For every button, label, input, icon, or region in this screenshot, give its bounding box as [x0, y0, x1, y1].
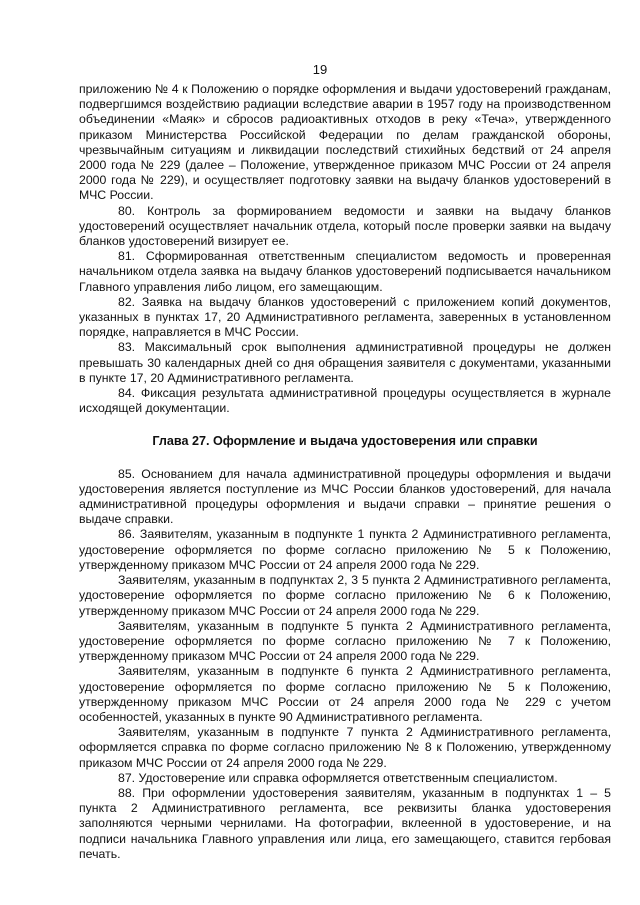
paragraph-83: 83. Максимальный срок выполнения административной процедуры не должен превышать 30 календарных дней со дня обращения заявителя с документами, указанными в пункте 17, 20 Административного регламента.: [79, 340, 611, 385]
paragraph-81: 81. Сформированная ответственным специалистом ведомость и проверенная начальником отдела заявка на выдачу бланков удостоверений подписывается начальником Главного управления либо лицом, его замещающим.: [79, 249, 611, 294]
paragraph-85: 85. Основанием для начала административной процедуры оформления и выдачи удостоверения является поступление из МЧС России бланков удостоверений, для начала административной процедуры оформления и выдачи справки – принятие решения о выдаче справки.: [79, 466, 611, 527]
document-body: [79, 82, 611, 862]
paragraph-86-part-2: Заявителям, указанным в подпунктах 2, 3 5 пункта 2 Административного регламента, удостоверение оформляется по форме согласно приложению № 6 к Положению, утвержденному приказом МЧС России от 24 апреля 2000 года № 229.: [79, 573, 611, 618]
paragraph-88: 88. При оформлении удостоверения заявителям, указанным в подпунктах 1 – 5 пункта 2 Административного регламента, все реквизиты бланка удостоверения заполняются черными чернилами. На фотографии, вклеенной в удостоверение, и на подписи начальника Главного управления или лица, его замещающего, ставится гербовая печать.: [79, 785, 611, 861]
paragraph-86-part-4: Заявителям, указанным в подпункте 6 пункта 2 Административного регламента, удостоверение оформляется по форме согласно приложению № 5 к Положению, утвержденному приказом МЧС России от 24 апреля 2000 года № 229 с учетом особенностей, указанных в пункте 90 Административного регламента.: [79, 664, 611, 724]
paragraph-86: 86. Заявителям, указанным в подпункте 1 пункта 2 Административного регламента, удостоверение оформляется по форме согласно приложению № 5 к Положению, утвержденному приказом МЧС России от 24 апреля 2000 года № 229.: [79, 527, 611, 572]
chapter-heading: Глава 27. Оформление и выдача удостоверения или справки: [152, 434, 538, 449]
paragraph-84: 84. Фиксация результата административной процедуры осуществляется в журнале исходящей документации.: [79, 386, 611, 416]
paragraph-87: 87. Удостоверение или справка оформляется ответственным специалистом.: [118, 770, 558, 785]
paragraph-continuation: приложению № 4 к Положению о порядке оформления и выдачи удостоверений гражданам, подвергшимся воздействию радиации вследствие аварии в 1957 году на производственном объединении «Маяк» и сбросов радиоактивных отходов в реку «Теча», утвержденного приказом Министерства Российской Федерации по делам гражданской обороны, чрезвычайным ситуациям и ликвидации последствий стихийных бедствий от 24 апреля 2000 года № 229 (далее – Положение, утвержденное приказом МЧС России от 24 апреля 2000 года № 229), и осуществляет подготовку заявки на выдачу бланков удостоверений в МЧС России.: [79, 82, 611, 203]
paragraph-86-part-3: Заявителям, указанным в подпункте 5 пункта 2 Административного регламента, удостоверение оформляется по форме согласно приложению № 7 к Положению, утвержденному приказом МЧС России от 24 апреля 2000 года № 229.: [79, 618, 611, 664]
paragraph-86-part-5: Заявителям, указанным в подпункте 7 пункта 2 Административного регламента, оформляется справка по форме согласно приложению № 8 к Положению, утвержденному приказом МЧС России от 24 апреля 2000 года № 229.: [79, 725, 611, 770]
paragraph-80: 80. Контроль за формированием ведомости и заявки на выдачу бланков удостоверений осуществляет начальник отдела, который после проверки заявки на выдачу бланков удостоверений визирует ее.: [79, 203, 611, 249]
page-number: 19: [312, 62, 328, 77]
paragraph-82: 82. Заявка на выдачу бланков удостоверений с приложением копий документов, указанных в пунктах 17, 20 Административного регламента, заверенных в установленном порядке, направляется в МЧС России.: [79, 294, 611, 340]
